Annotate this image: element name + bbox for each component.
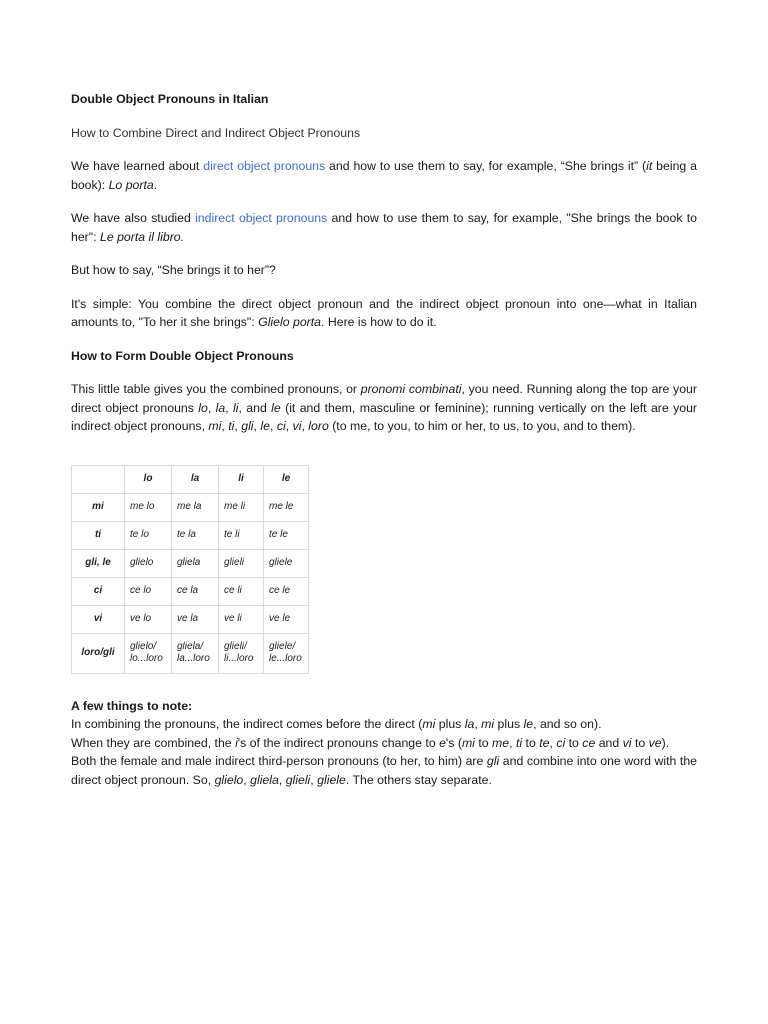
table-cell: ce lo [125, 577, 172, 605]
table-column-header: la [172, 465, 219, 493]
paragraph-3: But how to say, “She brings it to her”? [71, 263, 276, 277]
table-row [72, 633, 309, 673]
table-column-header: li [219, 465, 264, 493]
table-cell: ve le [264, 605, 309, 633]
table-cell: te lo [125, 521, 172, 549]
page-title: Double Object Pronouns in Italian [71, 92, 269, 106]
table-cell: me lo [125, 493, 172, 521]
combined-pronouns-table [71, 465, 309, 674]
table-row [72, 521, 309, 549]
table-cell: te la [172, 521, 219, 549]
table-cell: te li [219, 521, 264, 549]
paragraph-4: It's simple: You combine the direct object pronoun and the indirect object pronoun into one—what in Italian amounts to, "To her it she brings": Glielo porta. Here is how to do it. [71, 296, 697, 329]
paragraph-5: This little table gives you the combined pronouns, or pronomi combinati, you need. Running along the top are your direct object pronouns lo, la, li, and le (it and them, masculine or feminine); running vertically on the left are your indirect object pronouns, mi, ti, gli, le, ci, vi, loro (to me, to you, to him or her, to us, to you, and to them). [71, 382, 698, 433]
table-row [72, 493, 309, 521]
table-cell: ce le [264, 577, 309, 605]
table-corner-cell [72, 465, 125, 493]
table-row-header: ci [72, 577, 125, 605]
table-row-header: vi [72, 605, 125, 633]
table-cell: me le [264, 493, 309, 521]
table-cell: ce la [172, 577, 219, 605]
pronoun-table-wrapper [71, 465, 697, 674]
table-header-row [72, 465, 309, 493]
section-heading-form: How to Form Double Object Pronouns [71, 348, 294, 363]
table-row-header: mi [72, 493, 125, 521]
table-cell: glieli [219, 549, 264, 577]
indirect-object-pronouns-link[interactable]: indirect object pronouns [195, 211, 328, 225]
notes-section [71, 697, 697, 790]
table-row-header: loro/gli [72, 633, 125, 673]
table-cell: ve lo [125, 605, 172, 633]
table-column-header: le [264, 465, 309, 493]
table-cell: gliela/ la...loro [172, 633, 219, 673]
table-row [72, 549, 309, 577]
table-cell: glielo/ lo...loro [125, 633, 172, 673]
note-3: Both the female and male indirect third-person pronouns (to her, to him) are gli and combine into one word with the direct object pronoun. So, glielo, gliela, glieli, gliele. The others stay separate. [71, 754, 697, 787]
table-cell: gliele [264, 549, 309, 577]
table-cell: ve la [172, 605, 219, 633]
table-row [72, 605, 309, 633]
paragraph-1: We have learned about direct object pronouns and how to use them to say, for example, “She brings it” (it being a book): Lo porta. [71, 159, 697, 192]
table-cell: me la [172, 493, 219, 521]
note-1: In combining the pronouns, the indirect comes before the direct (mi plus la, mi plus le, and so on). [71, 717, 602, 731]
direct-object-pronouns-link[interactable]: direct object pronouns [203, 159, 326, 173]
document-content [71, 90, 697, 789]
table-cell: ce li [219, 577, 264, 605]
table-cell: glielo [125, 549, 172, 577]
table-cell: me li [219, 493, 264, 521]
paragraph-2: We have also studied indirect object pronouns and how to use them to say, for example, "She brings the book to her": Le porta il libro. [71, 211, 698, 244]
table-row-header: ti [72, 521, 125, 549]
table-cell: gliela [172, 549, 219, 577]
table-row-header: gli, le [72, 549, 125, 577]
table-row [72, 577, 309, 605]
table-column-header: lo [125, 465, 172, 493]
page-subtitle: How to Combine Direct and Indirect Object Pronouns [71, 125, 361, 140]
table-cell: gliele/ le...loro [264, 633, 309, 673]
table-cell: ve li [219, 605, 264, 633]
note-2: When they are combined, the i's of the indirect pronouns change to e's (mi to me, ti to te, ci to ce and vi to ve). [71, 735, 670, 750]
table-cell: te le [264, 521, 309, 549]
notes-heading: A few things to note: [71, 698, 193, 713]
table-cell: glieli/ li...loro [219, 633, 264, 673]
